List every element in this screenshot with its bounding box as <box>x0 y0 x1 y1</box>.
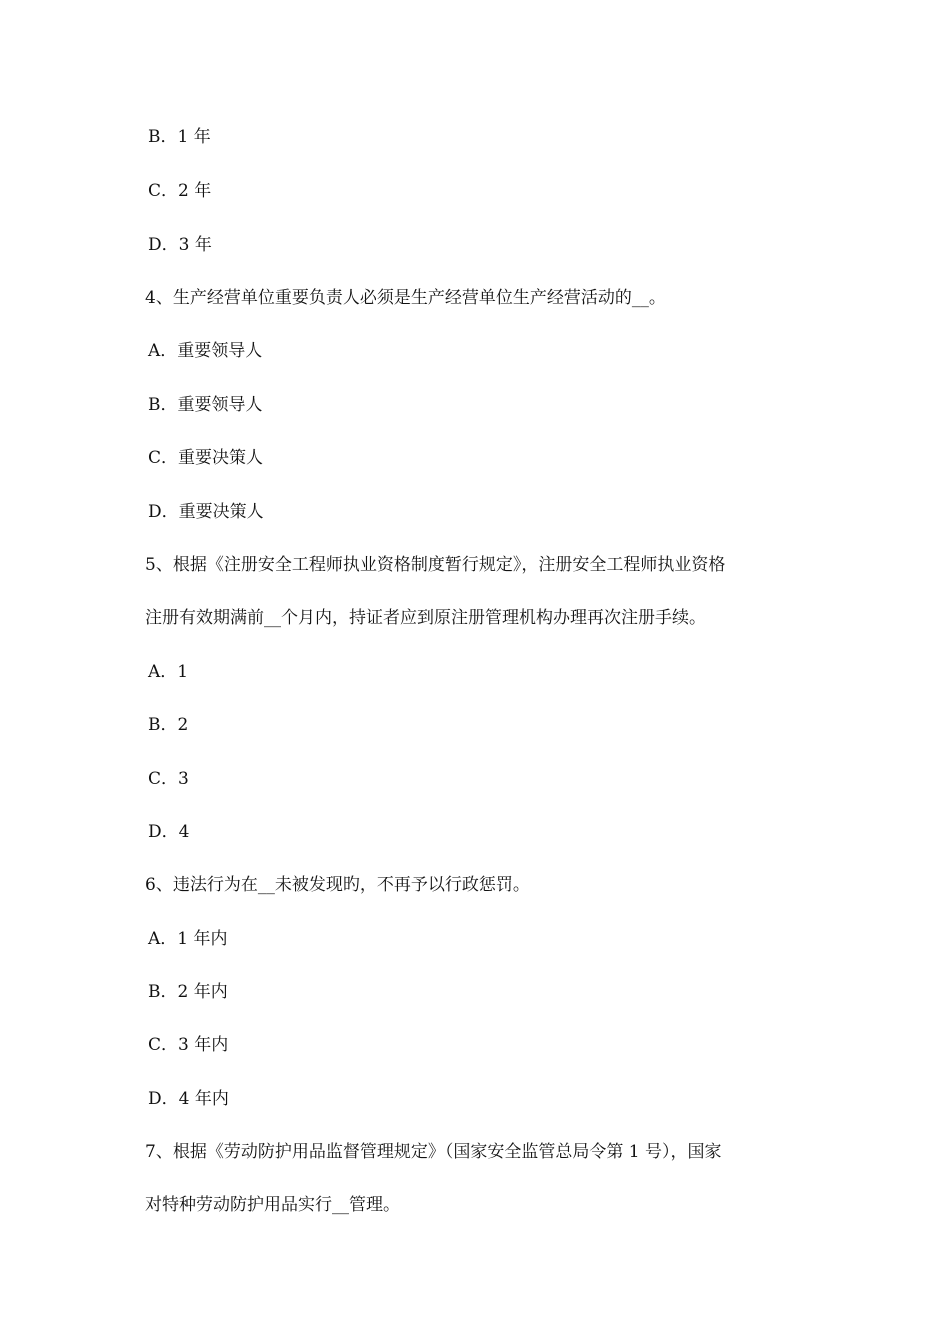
option-5-c: C．3 <box>148 769 189 789</box>
option-4-a: A．重要领导人 <box>148 341 263 361</box>
option-5-d: D．4 <box>148 822 190 842</box>
option-5-b: B．2 <box>148 715 189 735</box>
option-3-b: B．1 年 <box>148 127 211 147</box>
question-5-line-1: 5、根据《注册安全工程师执业资格制度暂行规定》，注册安全工程师执业资格 <box>145 555 726 575</box>
question-7-line-1: 7、根据《劳动防护用品监督管理规定》（国家安全监管总局令第 1 号），国家 <box>145 1142 722 1162</box>
question-4: 4、生产经营单位重要负责人必须是生产经营单位生产经营活动的__。 <box>145 288 666 308</box>
question-6: 6、违法行为在__未被发现旳，不再予以行政惩罚。 <box>145 875 530 895</box>
option-5-a: A．1 <box>148 662 189 682</box>
option-6-a: A．1 年内 <box>148 929 228 949</box>
option-6-d: D．4 年内 <box>148 1089 229 1109</box>
option-6-c: C．3 年内 <box>148 1035 229 1055</box>
option-3-d: D．3 年 <box>148 235 212 255</box>
option-3-c: C．2 年 <box>148 181 212 201</box>
option-4-d: D．重要决策人 <box>148 502 264 522</box>
question-5-line-2: 注册有效期满前__个月内，持证者应到原注册管理机构办理再次注册手续。 <box>145 608 706 628</box>
option-4-b: B．重要领导人 <box>148 395 263 415</box>
question-7-line-2: 对特种劳动防护用品实行__管理。 <box>145 1195 400 1215</box>
option-6-b: B．2 年内 <box>148 982 228 1002</box>
option-4-c: C．重要决策人 <box>148 448 264 468</box>
